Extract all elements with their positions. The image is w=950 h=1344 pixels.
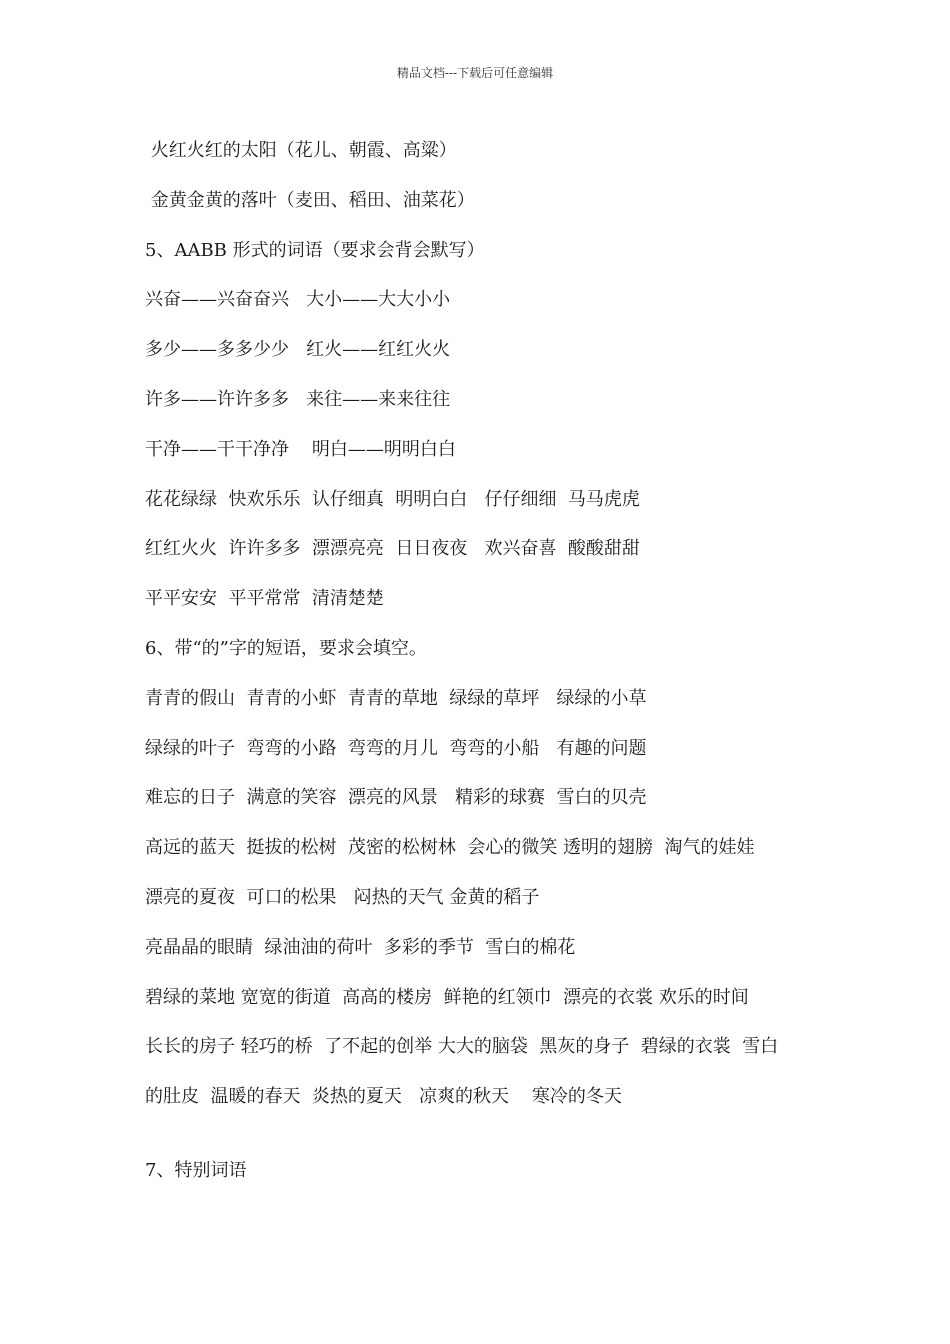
text-line: 碧绿的菜地 宽宽的街道 高高的楼房 鲜艳的红领巾 漂亮的衣裳 欢乐的时间 (145, 986, 749, 1008)
section-heading-6: 6、带“的”字的短语，要求会填空。 (145, 637, 427, 659)
text-line: 亮晶晶的眼睛 绿油油的荷叶 多彩的季节 雪白的棉花 (145, 936, 576, 958)
text-line: 高远的蓝天 挺拔的松树 茂密的松树林 会心的微笑 透明的翅膀 淘气的娃娃 (145, 837, 755, 859)
text-line: 难忘的日子 满意的笑容 漂亮的风景 精彩的球赛 雪白的贝壳 (145, 787, 647, 809)
document-body (145, 136, 835, 1206)
text-line: 花花绿绿 快欢乐乐 认仔细真 明明白白 仔仔细细 马马虎虎 (145, 488, 640, 510)
text-line: 青青的假山 青青的小虾 青青的草地 绿绿的草坪 绿绿的小草 (145, 687, 647, 709)
text-line: 漂亮的夏夜 可口的松果 闷热的天气 金黄的稻子 (145, 886, 540, 908)
section-heading-7: 7、特别词语 (145, 1159, 247, 1181)
text-line: 多少——多多少少 红火——红红火火 (145, 339, 451, 361)
text-line: 金黄金黄的落叶（麦田、稻田、油菜花） (145, 189, 475, 211)
text-line: 许多——许许多多 来往——来来往往 (145, 388, 451, 410)
text-line: 红红火火 许许多多 漂漂亮亮 日日夜夜 欢兴奋喜 酸酸甜甜 (145, 538, 640, 560)
text-line: 干净——干干净净 明白——明明白白 (145, 438, 456, 460)
text-line: 的肚皮 温暖的春天 炎热的夏天 凉爽的秋天 寒冷的冬天 (145, 1086, 622, 1108)
page-header: 精品文档---下载后可任意编辑 (396, 66, 554, 80)
text-line: 长长的房子 轻巧的桥 了不起的创举 大大的脑袋 黑灰的身子 碧绿的衣裳 雪白 (145, 1036, 779, 1058)
paragraph-gap (145, 1132, 835, 1156)
text-line: 火红火红的太阳（花儿、朝霞、高粱） (145, 140, 457, 161)
text-line: 平平安安 平平常常 清清楚楚 (145, 588, 384, 610)
text-line: 绿绿的叶子 弯弯的小路 弯弯的月儿 弯弯的小船 有趣的问题 (145, 737, 647, 759)
section-heading-5: 5、AABB 形式的词语（要求会背会默写） (145, 239, 485, 261)
text-line: 兴奋——兴奋奋兴 大小——大大小小 (145, 289, 451, 311)
